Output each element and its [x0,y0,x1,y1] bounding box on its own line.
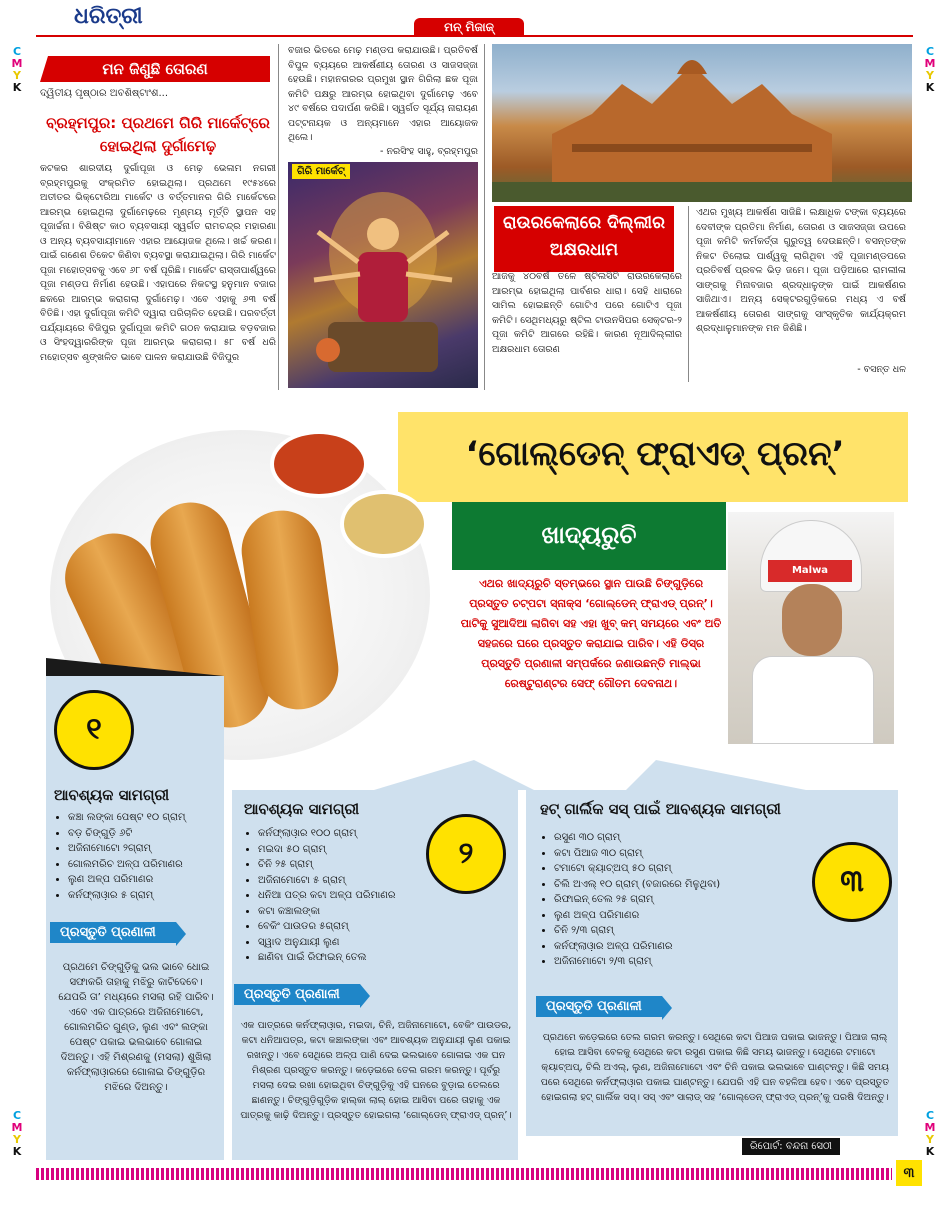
cmyk-c: C [925,45,935,58]
column-divider [484,44,485,390]
cmyk-k: K [12,1145,22,1158]
cmyk-y: Y [926,69,934,82]
ingredient-item: • ରସୁଣ ୩୦ ଗ୍ରାମ୍ [554,830,814,846]
story2-credit: - ବସନ୍ତ ଧଳ [857,364,906,375]
ingredient-item: • ଅଜିନାମୋଟୋ ୫ ଗ୍ରାମ୍ [258,873,458,889]
cmyk-y: Y [13,69,21,82]
method-text-3: ପ୍ରଥମେ କଡ଼େଇରେ ତେଲ ଗରମ କରନ୍ତୁ। ସେଥିରେ କଟା ପିଆଜ ପକାଇ ଭାଜନ୍ତୁ। ପିଆଜ ଲାଲ୍ ହୋଇ ଆସିବା ବେଳକୁ ସେଥିରେ କଟା ରସୁଣ ପକାଇ କିଛି ସମୟ ଭାଜନ୍ତୁ। ସେଥିରେ ଟମାଟୋ କ୍ୟାଚ୍‌ଅପ୍, ଚିଲି ଅଏଲ୍, ଲୁଣ, ଅଜିନାମୋଟୋ ଏବଂ ଚିନି ପକାଇ ଭଲଭାବେ ଘାଣ୍ଟନ୍ତୁ। କିଛି ସମୟ ପରେ ସେଥିରେ କର୍ନଫ୍ଲାଓ଼ାର ପକାଇ ଘାଣ୍ଟନ୍ତୁ। ଯେପରି ଏହି ଘନ ବହଳିଆ ହେବ। ଏବେ ପ୍ରସ୍ତୁତ ହୋଇଗଲା ହଟ୍ ଗାର୍ଲିକ ସସ୍। ସସ୍ ଏବଂ ସାଲାଡ୍ ସହ ‘ଗୋଲ୍‌ଡେନ୍ ଫ୍ରାଏଡ୍ ପ୍ରନ୍’କୁ ପରଷି ଦିଅନ୍ତୁ। [540,1032,890,1103]
ingredients-title-1: ଆବଶ୍ୟକ ସାମଗ୍ରୀ [54,786,170,804]
cmyk-c: C [12,1109,22,1122]
column-divider [278,44,279,390]
ingredient-item: • ଚିନି ୨୫ ଗ୍ରାମ୍ [258,857,458,873]
panel-2-notch [374,760,534,790]
step-number-2: ୨ [426,814,506,894]
durga-idol-photo [288,162,478,388]
ingredient-item: • ଅଜିନାମୋଟୋ ୨/୩ ଗ୍ରାମ୍ [554,954,814,970]
section-tag: ମନ୍ ମିଜାଜ୍ [414,18,524,36]
method-text-1: ପ୍ରଥମେ ଚିଙ୍ଗୁଡ଼ିକୁ ଭଲ ଭାବେ ଧୋଇ ସଫାକରି ତାହାକୁ ମଝିରୁ କାଟିଦେବେ। ଯେପରି ତା’ ମଧ୍ୟରେ ମସଲା ରହି ପାରିବ। ଏବେ ଏକ ପାତ୍ରରେ ଅଜିନାମୋଟୋ, ଗୋଲମରିଚ ଗୁଣ୍ଡ, ଲୁଣ ଏବଂ ଲଙ୍କା ପେଷ୍ଟ ପକାଇ ଭଲଭାବେ ଗୋଳାଇ ଦିଅନ୍ତୁ। ଏହି ମିଶ୍ରଣକୁ (ମସଲା) ଶୁଖିଲା କର୍ନଫ୍ଲାଓ଼ାରରେ ଗୋଳାଇ ଚିଙ୍ଗୁଡ଼ିର ମଝିରେ ଦିଅନ୍ତୁ। [58,962,214,1093]
ingredient-item: • ବଡ଼ ଚିଙ୍ଗୁଡ଼ି ୬ଟି [68,826,236,842]
panel-1-corner [46,658,224,676]
cmyk-mark-bottom-left [10,1110,24,1158]
method-tag-2: ପ୍ରସ୍ତୁତି ପ୍ରଣାଳୀ [234,984,360,1005]
continued-note: ଦ୍ୱିତୀୟ ପୃଷ୍ଠାର ଅବଶିଷ୍ଟାଂଶ... [40,88,169,99]
akshardham-temple-photo [492,44,912,202]
ingredient-item: • କଟା କଞ୍ଚାଲଙ୍କା [258,904,458,920]
ingredient-item: • କର୍ନଫ୍ଲାଓ଼ାର ୫ ଗ୍ରାମ୍ [68,888,236,904]
salad-bowl [340,490,428,558]
cmyk-c: C [925,1109,935,1122]
recipe-intro: ଏଥର ଖାଦ୍ୟରୁଚି ସ୍ତମ୍ଭରେ ସ୍ଥାନ ପାଉଛି ଚିଙ୍ଗୁଡ଼ିରେ ପ୍ରସ୍ତୁତ ଚଟ୍‌ପଟା ସ୍ନାକ୍ସ ‘ଗୋଲ୍‌ଡେନ୍ ଫ୍ରାଏଡ୍ ପ୍ରନ୍’। ପାଟିକୁ ସୁଆଦିଆ ଲାଗିବା ସହ ଏହା ଖୁବ୍ କମ୍ ସମୟରେ ଏବଂ ଅତି ସହଜରେ ଘରେ ପ୍ରସ୍ତୁତ କରାଯାଇ ପାରିବ। ଏହି ଡିସ୍‌ର ପ୍ରସ୍ତୁତି ପ୍ରଣାଳୀ ସମ୍ପର୍କରେ ଜଣାଉଛନ୍ତି ମାଲ୍ଭା ରେଷ୍ଟୁରାଣ୍ଟର ସେଫ୍ ଗୌତମ ଦେବନାଥ। [460,577,722,690]
ingredient-item: • କର୍ନଫ୍ଲାଓ଼ାର ଅଳ୍ପ ପରିମାଣର [554,939,814,955]
durga-idol-illustration [288,162,478,388]
ingredient-item: • ମଇଦା ୫୦ ଗ୍ରାମ୍ [258,842,458,858]
ingredient-item: • ବେକିଂ ପାଉଡର ୫ଗ୍ରାମ୍ [258,919,458,935]
ingredient-item: • ଅଜିନାମୋଟୋ ୨ଗ୍ରାମ୍ [68,841,236,857]
story-headline: ବ୍ରହ୍ମପୁର: ପ୍ରଥମେ ଗିରି ମାର୍କେଟ୍‌ରେ ହୋଇଥିଲା ଦୁର୍ଗାମେଢ଼ [46,114,270,155]
cmyk-k: K [925,81,935,94]
cmyk-mark-top-left [10,46,24,94]
cmyk-c: C [12,45,22,58]
ingredient-item: • ଚିଲି ଅଏଲ୍ ୧୦ ଗ୍ରାମ୍ (ବଜାରରେ ମିଳୁଥିବା) [554,877,814,893]
temple-illustration [492,44,912,202]
ingredients-title-3: ହଟ୍ ଗାର୍ଲିକ ସସ୍ ପାଇଁ ଆବଶ୍ୟକ ସାମଗ୍ରୀ [540,800,781,818]
ingredient-item: • ସ୍ୱାଦ ଅନୁଯାୟୀ ଲୁଣ [258,935,458,951]
ingredient-item: • କର୍ନଫ୍ଲାଓ଼ାର ୧୦୦ ଗ୍ରାମ୍ [258,826,458,842]
story-kicker: ମନ ଜିଣୁଛି ତୋରଣ [40,56,270,82]
story-body-col1: କଟକର ଶାରଦୀୟ ଦୁର୍ଗାପୂଜା ଓ ମେଢ଼ ଭେଳାମ ନଗରୀ ବ୍ରହ୍ମପୁରକୁ ସଂକ୍ରମିତ ହୋଇଥିଲା। ପ୍ରଥମେ ୧୯୫୪ରେ ଅତୀତର ଭିକ୍ଟୋରିଆ ମାର୍କେଟ ଓ ବର୍ତ୍ତମାନର ଗିରି ମାର୍କେଟରେ ଆରମ୍ଭ ହୋଇଥିଲା ଦୁର୍ଗାମେଢ଼ରେ ମୃଣ୍ମୟ ମୂର୍ତ୍ତି ସ୍ଥାପନ ସହ ପୂଜାର୍ଚ୍ଚନା। ବିଶିଷ୍ଟ କାଠ ବ୍ୟବସାୟୀ ସ୍ୱର୍ଗତ ରାମଚନ୍ଦ୍ର ମହାରଣା ଓ ଅନ୍ୟ ବ୍ୟବସାୟୀମାନେ ଏହାର ଆୟୋଜକ ଥିଲେ। ଖର୍ଚ୍ଚ କରଣ। ପାଇଁ ଗଣେଶ ତିକେଟ କିଣିବା ବ୍ୟବସ୍ଥା କରାଯାଇଥିଲା। ଗିରି ମାର୍କେଟ ପୂଜା ମହୋତ୍ସବକୁ ଏବେ ୬୮ ବର୍ଷ ପୂରିଛି। ମାର୍କେଟ ରାସ୍ତାପାର୍ଶ୍ୱରେ ପୂଜା ମଣ୍ଡପ ନିର୍ମାଣ ହେଉଛି। ଏହାପରେ ନିକଟସ୍ଥ ହନୁମାନ ବଜାର ଛକରେ ଆରମ୍ଭ କରାଗଲା ଦୁର୍ଗାମେଢ଼। ଏବେ ଏହାକୁ ୬୩ ବର୍ଷ ବିତିଛି। ଏହା ଦୁର୍ଗାପୂଜା କମିଟି ଦ୍ୱାରା ପରିଚାଳିତ ହେଉଛି। ପରବର୍ତ୍ତୀ ପର୍ଯ୍ୟାୟରେ ବିଜିପୁର ଦୁର୍ଗାପୂଜା କମିଟି ଗଠନ କରାଯାଇ ବଡ଼ବଜାର ଓ ସିଂହଦ୍ୱାରରିଙ୍କ ପୂଜା ଆରମ୍ଭ କରାଗଲା। ୫୮ ବର୍ଷ ଧରି ମହୋତ୍ସବ ଶୃଙ୍ଖଳିତ ଭାବେ ପାଳନ କରାଯାଉଛି ବିଜିପୁର [40,163,276,363]
cmyk-m: M [11,1121,23,1134]
column-divider [688,206,689,382]
ingredient-item: • ରିଫାଇନ୍ ତେଲ ୨୫ ଗ୍ରାମ୍ [554,892,814,908]
cmyk-y: Y [926,1133,934,1146]
ingredient-item: • ଧନିଆ ପତ୍ର କଟା ଅଳ୍ପ ପରିମାଣର [258,888,458,904]
cmyk-y: Y [13,1133,21,1146]
cmyk-mark-top-right [923,46,937,94]
method-tag-3: ପ୍ରସ୍ତୁତି ପ୍ରଣାଳୀ [536,996,662,1017]
ingredient-item: • ଲୁଣ ଅଳ୍ପ ପରିମାଣର [68,872,236,888]
method-tag-1: ପ୍ରସ୍ତୁତି ପ୍ରଣାଳୀ [50,922,176,943]
sauce-bowl [270,430,368,498]
method-text-2: ଏକ ପାତ୍ରରେ କର୍ନଫ୍ଲାଓ଼ାର, ମଇଦା, ଚିନି, ଅଜିନାମୋଟୋ, ବେକିଂ ପାଉଡର, କଟା ଧନିଆପତ୍ର, କଟା କଞ୍ଚାଲଙ୍କା ଏବଂ ଆବଶ୍ୟକ ଅନୁଯାୟୀ ଲୁଣ ପକାଇ ରଖନ୍ତୁ। ଏବେ ସେଥିରେ ଅଳ୍ପ ପାଣି ଦେଇ ଭଲଭାବେ ଗୋଳାଇ ଏକ ଘନ ମିଶ୍ରଣ ପ୍ରସ୍ତୁତ କରନ୍ତୁ। କଡ଼େଇରେ ତେଲ ଗରମ କରନ୍ତୁ। ପୂର୍ବରୁ ମସଲା ଦେଇ ରଖା ହୋଇଥିବା ଚିଙ୍ଗୁଡ଼ିକୁ ଏହି ଘନରେ ବୁଡ଼ାଇ ତେଲରେ ଛାଣନ୍ତୁ। ଚିଙ୍ଗୁଡ଼ିଗୁଡ଼ିକ ହାଲ୍‌କା ଲାଲ୍ ହୋଇ ଆସିବା ପରେ ତାହାକୁ ଏକ ପାତ୍ରକୁ କାଢ଼ି ଦିଅନ୍ତୁ। ପ୍ରସ୍ତୁତ ହୋଇଗଲା ‘ଗୋଲ୍‌ଡେନ୍ ଫ୍ରାଏଡ୍ ପ୍ରନ୍’। [240,1020,512,1121]
ingredient-item: • ଛାଣିବା ପାଇଁ ରିଫାଇନ୍ ତେଲ [258,950,458,966]
story-body-col2: ବଜାର ଭିତରେ ମେଢ଼ ମଣ୍ଡପ କରାଯାଉଛି। ପ୍ରତିବର୍ଷ ବିପୁଳ ବ୍ୟୟରେ ଆକର୍ଷଣୀୟ ତୋରଣ ଓ ସାଜସଜ୍ଜା ହେଉଛି। ମହାନଗରର ପ୍ରମୁଖ ସ୍ଥାନ ଗିରିଲା ଛକ ପୂଜା କମିଟି ପକ୍ଷରୁ ଆରମ୍ଭ ହୋଇଥିବା ଦୁର୍ଗାମେଢ଼ ଏବେ ୪୯ ବର୍ଷରେ ପଦାର୍ପଣ କରିଛି। ସ୍ୱର୍ଗତ ସୂର୍ଯ୍ୟ ନାରାୟଣ ପଟ୍ଟନାୟକ ଓ ଅନ୍ୟମାନେ ଏହାର ଆୟୋଜକ ଥିଲେ। [288,45,478,143]
ingredient-item: • ଲୁଣ ଅଳ୍ପ ପରିମାଣର [554,908,814,924]
ingredient-item: • କଟା ପିଆଜ ୩୦ ଗ୍ରାମ୍ [554,846,814,862]
ingredients-title-2: ଆବଶ୍ୟକ ସାମଗ୍ରୀ [244,800,360,818]
story-credit: - ନରସିଂହ ସାହୁ, ବ୍ରହ୍ମପୁର [380,146,478,157]
ingredient-item: • ଗୋଲମରିଚ ଅଳ୍ପ ପରିମାଣର [68,857,236,873]
chef-coat [752,656,874,744]
story2-body-col1: ଆଜକୁ ୪୦ବର୍ଷ ତଳେ ଷ୍ଟିଲସିଟି ରାଉରକେଲାରେ ଆରମ୍ଭ ହୋଇଥିଲା ପାର୍ବଣର ଧାରା। ସେହି ଧାରାରେ ସାମିଲ ହୋଇଛନ୍ତି ଗୋଟିଏ ପରେ ଗୋଟିଏ ପୂଜା କମିଟି। ସେଥିମଧ୍ୟରୁ ଷ୍ଟିଲ ଟାଉନସିପର ସେକ୍ଟର-୨ ପୂଜା କମିଟି ଆଗରେ ରହିଛି। କାରଣ ନୂଆଦିଲ୍ଲୀର ଅକ୍ଷରଧାମ ତୋରଣ [492,271,682,355]
cmyk-mark-bottom-right [923,1110,937,1158]
chef-hat-band: Malwa [768,560,852,582]
ingredient-item: • ଚିନି ୨/୩ ଗ୍ରାମ୍ [554,923,814,939]
footer-stripe [36,1168,892,1180]
cmyk-k: K [12,81,22,94]
step-number-1: ୧ [54,690,134,770]
story2-headline: ରାଉରକେଲାରେ ଦିଲ୍ଲୀର ଅକ୍ଷରଧାମ [494,206,674,272]
section-title: ଖାଦ୍ୟରୁଚି [541,521,637,549]
story2-body-col2: ଏଥର ମୁଖ୍ୟ ଆକର୍ଷଣ ସାଜିଛି। ଲକ୍ଷାଧିକ ଟଙ୍କା ବ୍ୟୟରେ ଦେବୀଙ୍କ ପ୍ରତିମା ନିର୍ମାଣ, ତୋରଣ ଓ ସାଜସଜ୍ଜା ଉପରେ ପୂଜା କମିଟି କର୍ମକର୍ତ୍ତା ଗୁରୁତ୍ୱ ଦେଉଛନ୍ତି। ବସନ୍ତଙ୍କ ନିକଟ ତିଲୋଇ ପାର୍ଶ୍ୱକୁ ଲାଗିଥିବା ଏହି ପୂଜାମଣ୍ଡପରେ ପ୍ରତିବର୍ଷ ପ୍ରବଳ ଭିଡ଼ ଜମେ। ପୂଜା ପଡ଼ିଆରେ ରାମଲୀଳା ସାଙ୍ଗକୁ ମିନାବଜାର ଶ୍ରଦ୍ଧାଳୁଙ୍କ ପାଇଁ ଆକର୍ଷଣର ସାଜିଥାଏ। ଅନ୍ୟ ସେକ୍ଟରଗୁଡ଼ିକରେ ମଧ୍ୟ ଏ ବର୍ଷ ଆକର୍ଷଣୀୟ ତୋରଣ ସାଙ୍ଗକୁ ସାଂସ୍କୃତିକ କାର୍ଯ୍ୟକ୍ରମ ଶ୍ରଦ୍ଧାଳୁମାନଙ୍କ ମନ ଜିଣିଛି। [696,207,906,334]
newspaper-logo: ଧରିତ୍ରୀ [74,4,143,29]
page-number: ୩ [896,1160,922,1186]
ingredients-list-3 [540,830,814,970]
cmyk-k: K [925,1145,935,1158]
report-credit: ରିପୋର୍ଟ: ବନ୍ଦନା ସେଠୀ [742,1138,840,1155]
panel-3-notch [626,760,806,790]
ingredients-list-1 [54,810,236,903]
ingredient-item: • କଞ୍ଚା ଲଙ୍କା ପେଷ୍ଟ ୧୦ ଗ୍ରାମ୍ [68,810,236,826]
recipe-title: ‘ଗୋଲ୍‌ଡେନ୍ ଫ୍ରାଏଡ୍ ପ୍ରନ୍’ [465,434,845,474]
cmyk-m: M [924,1121,936,1134]
cmyk-m: M [11,57,23,70]
chef-face [782,584,842,656]
photo-caption: ଗିରି ମାର୍କେଟ୍ [292,164,350,179]
ingredient-item: • ଟମାଟୋ କ୍ୟାଚ୍‌ଅପ୍ ୫୦ ଗ୍ରାମ୍ [554,861,814,877]
cmyk-m: M [924,57,936,70]
step-number-3: ୩ [812,842,892,922]
